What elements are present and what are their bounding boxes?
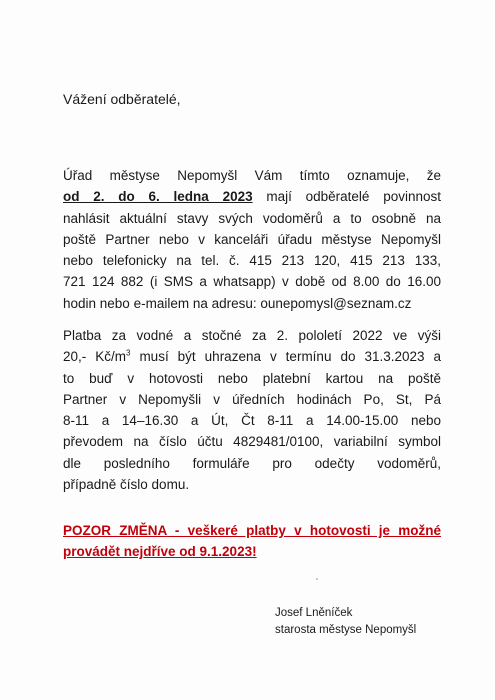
greeting: Vážení odběratelé, [63,91,181,107]
para2-line-5: 8-11 a 14–16.30 a Út, Čt 8-11 a 14.00-15.00 nebo [63,413,441,429]
signatory-title: starosta městyse Nepomyšl [275,624,417,636]
para2-line-1: Platba za vodné a stočné za 2. pololetí 2022 ve výši [63,328,441,343]
change-notice [63,520,441,563]
para1-line-2 [63,186,441,207]
para1-line-2-rest: mají odběratelé povinnost [252,189,441,205]
notice-line-2: provádět nejdříve od 9.1.2023! [63,544,257,560]
price-text: 20,- Kč/m [63,349,126,365]
para2-line-8: případně číslo domu. [63,477,190,493]
para2-line-6: převodem na číslo účtu 4829481/0100, variabilní symbol [63,434,441,450]
notice-line-1 [63,520,441,541]
para2-line-2-rest: musí být uhrazena v termínu do 31.3.2023 a [130,349,441,365]
notice-heading: POZOR ZMĚNA [63,523,167,538]
para1-line-1: Úřad městyse Nepomyšl Vám tímto oznamuje, že [63,168,441,183]
para2-line-4: Partner v Nepomyšli v úředních hodinách Po, St, Pá [63,391,441,407]
para1-line-7: hodin nebo e-mailem na adresu: ounepomysl@seznam.cz [63,295,412,311]
reading-notice-paragraph [63,165,441,314]
para1-line-6: 721 124 882 (i SMS a whatsapp) v době od 8.00 do 16.00 [63,274,441,290]
reading-period: od 2. do 6. ledna 2023 [63,189,253,205]
price-unit-exponent: 3 [126,348,131,358]
para1-line-3: nahlásit aktuální stavy svých vodoměrů a to osobně na [63,210,441,226]
signature-block [275,605,416,639]
payment-paragraph [63,325,441,495]
para1-line-5: nebo telefonicky na tel. č. 415 213 120, 415 213 133, [63,253,441,269]
para2-line-7: dle posledního formuláře pro odečty vodoměrů, [63,455,441,471]
para1-line-4: poště Partner nebo v kanceláři úřadu městyse Nepomyšl [63,231,441,247]
scan-speck [316,578,318,580]
para2-line-3: to buď v hotovosti nebo platební kartou na poště [63,370,441,386]
para2-line-2 [63,346,441,367]
signatory-name: Josef Lněníček [275,607,353,619]
notice-line-1-rest: - veškeré platby v hotovosti je možné [166,523,442,538]
